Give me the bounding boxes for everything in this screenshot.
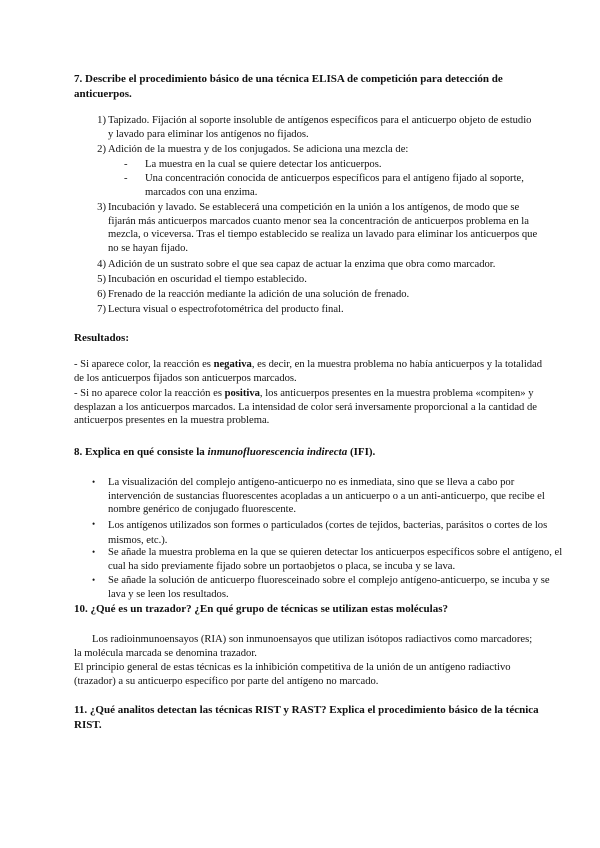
step-text: Incubación y lavado. Se establecerá una competición en la unión a los antígenos, de modo que se fijarán más anticuerpos marcados cuanto menor sea la concentración de anticuerpos problema en la mezcla, o viceversa. Tras el tiempo establecido se realiza un lavado para eliminar los anticuerpos que no se hayan fijado. [108, 202, 538, 254]
q7-heading: 7. Describe el procedimiento básico de una técnica ELISA de competición para detección de anticuerpos. [74, 73, 503, 100]
subitem-text: Una concentración conocida de anticuerpos específicos para el antígeno fijado al soporte, marcados con una enzima. [145, 173, 524, 198]
results-paragraph-negative [74, 358, 550, 385]
text-run: 8. Explica en qué consiste la [74, 446, 208, 458]
step-text: Tapizado. Fijación al soporte insoluble de antígenos específicos para el anticuerpo objeto de estudio y lavado para eliminar los antígenos no fijados. [108, 115, 532, 140]
step-text: Adición de un sustrato sobre el que sea capaz de actuar la enzima que obra como marcador. [108, 259, 496, 270]
step-number: 4) [97, 259, 106, 270]
step-number: 1) [97, 115, 106, 126]
bold-term: positiva [224, 388, 260, 399]
step-text: Lectura visual o espectrofotométrica del producto final. [108, 304, 344, 315]
dash-marker: - [124, 173, 128, 184]
bullet-text: La visualización del complejo antígeno-anticuerpo no es inmediata, sino que se lleva a cabo por intervención de sustancias fluorescentes acopladas a un anticuerpo o a un anti-anticuerpo, que recibe el nombre genérico de conjugado fluorescente. [108, 477, 545, 516]
text-run: - Si no aparece color la reacción es [74, 388, 225, 399]
results-heading: Resultados: [74, 332, 130, 344]
q10-heading: 10. ¿Qué es un trazador? ¿En qué grupo de técnicas se utilizan estas moléculas? [74, 603, 448, 615]
step-text: Adición de la muestra y de los conjugados. Se adiciona una mezcla de: [108, 144, 409, 155]
bullet-text: Los antígenos utilizados son formes o particulados (cortes de tejidos, bacterias, parásitos o cortes de los mismos, etc.). [108, 520, 548, 546]
bold-term: negativa [213, 359, 252, 370]
q11-heading: 11. ¿Qué analitos detectan las técnicas RIST y RAST? Explica el procedimiento básico de la técnica RIST. [74, 704, 539, 731]
text-run: - Si aparece color, la reacción es [74, 359, 214, 370]
italic-term: inmunofluorescencia indirecta [207, 446, 348, 458]
step-number: 5) [97, 274, 106, 285]
q10-paragraph-2: El principio general de estas técnicas es la inhibición competitiva de la unión de un antígeno radiactivo (trazador) a su anticuerpo específico por parte del antígeno no marcado. [74, 662, 511, 687]
step-number: 7) [97, 304, 106, 315]
step-number: 2) [97, 144, 106, 155]
step-number: 3) [97, 202, 106, 213]
bullet-marker: • [92, 519, 96, 529]
q10-paragraph-1: Los radioinmunoensayos (RIA) son inmunoensayos que utilizan isótopos radiactivos como marcadores; la molécula marcada se denomina trazador. [74, 634, 533, 659]
step-number: 6) [97, 289, 106, 300]
text-run: (IFI). [347, 446, 376, 458]
step-text: Incubación en oscuridad el tiempo establecido. [108, 274, 307, 285]
subitem-text: La muestra en la cual se quiere detectar los anticuerpos. [145, 159, 382, 170]
bullet-marker: • [92, 547, 96, 557]
bullet-text: Se añade la solución de anticuerpo fluoresceinado sobre el complejo antígeno-anticuerpo, se incuba y se lava y se leen los resultados. [108, 575, 550, 600]
dash-marker: - [124, 159, 128, 170]
q8-heading [74, 445, 375, 460]
results-paragraph-positive [74, 387, 550, 428]
step-text: Frenado de la reacción mediante la adición de una solución de frenado. [108, 289, 410, 300]
text-run: , los anticuerpos presentes en la muestra problema «compiten» y desplazan a los anticuerpos marcados. La intensidad de color será inversamente proporcional a la cantidad de anticuerpos presentes en la muestra problema. [74, 388, 537, 427]
text-run: , es decir, en la muestra problema no había anticuerpos y la totalidad de los anticuerpos fijados son anticuerpos marcados. [74, 359, 543, 384]
bullet-text: Se añade la muestra problema en la que se quieren detectar los anticuerpos específicos sobre el antígeno, el cual ha sido previamente fijado sobre un portaobjetos o placa, se incuba y se lava. [108, 547, 563, 572]
bullet-marker: • [92, 575, 96, 585]
bullet-marker: • [92, 477, 96, 487]
